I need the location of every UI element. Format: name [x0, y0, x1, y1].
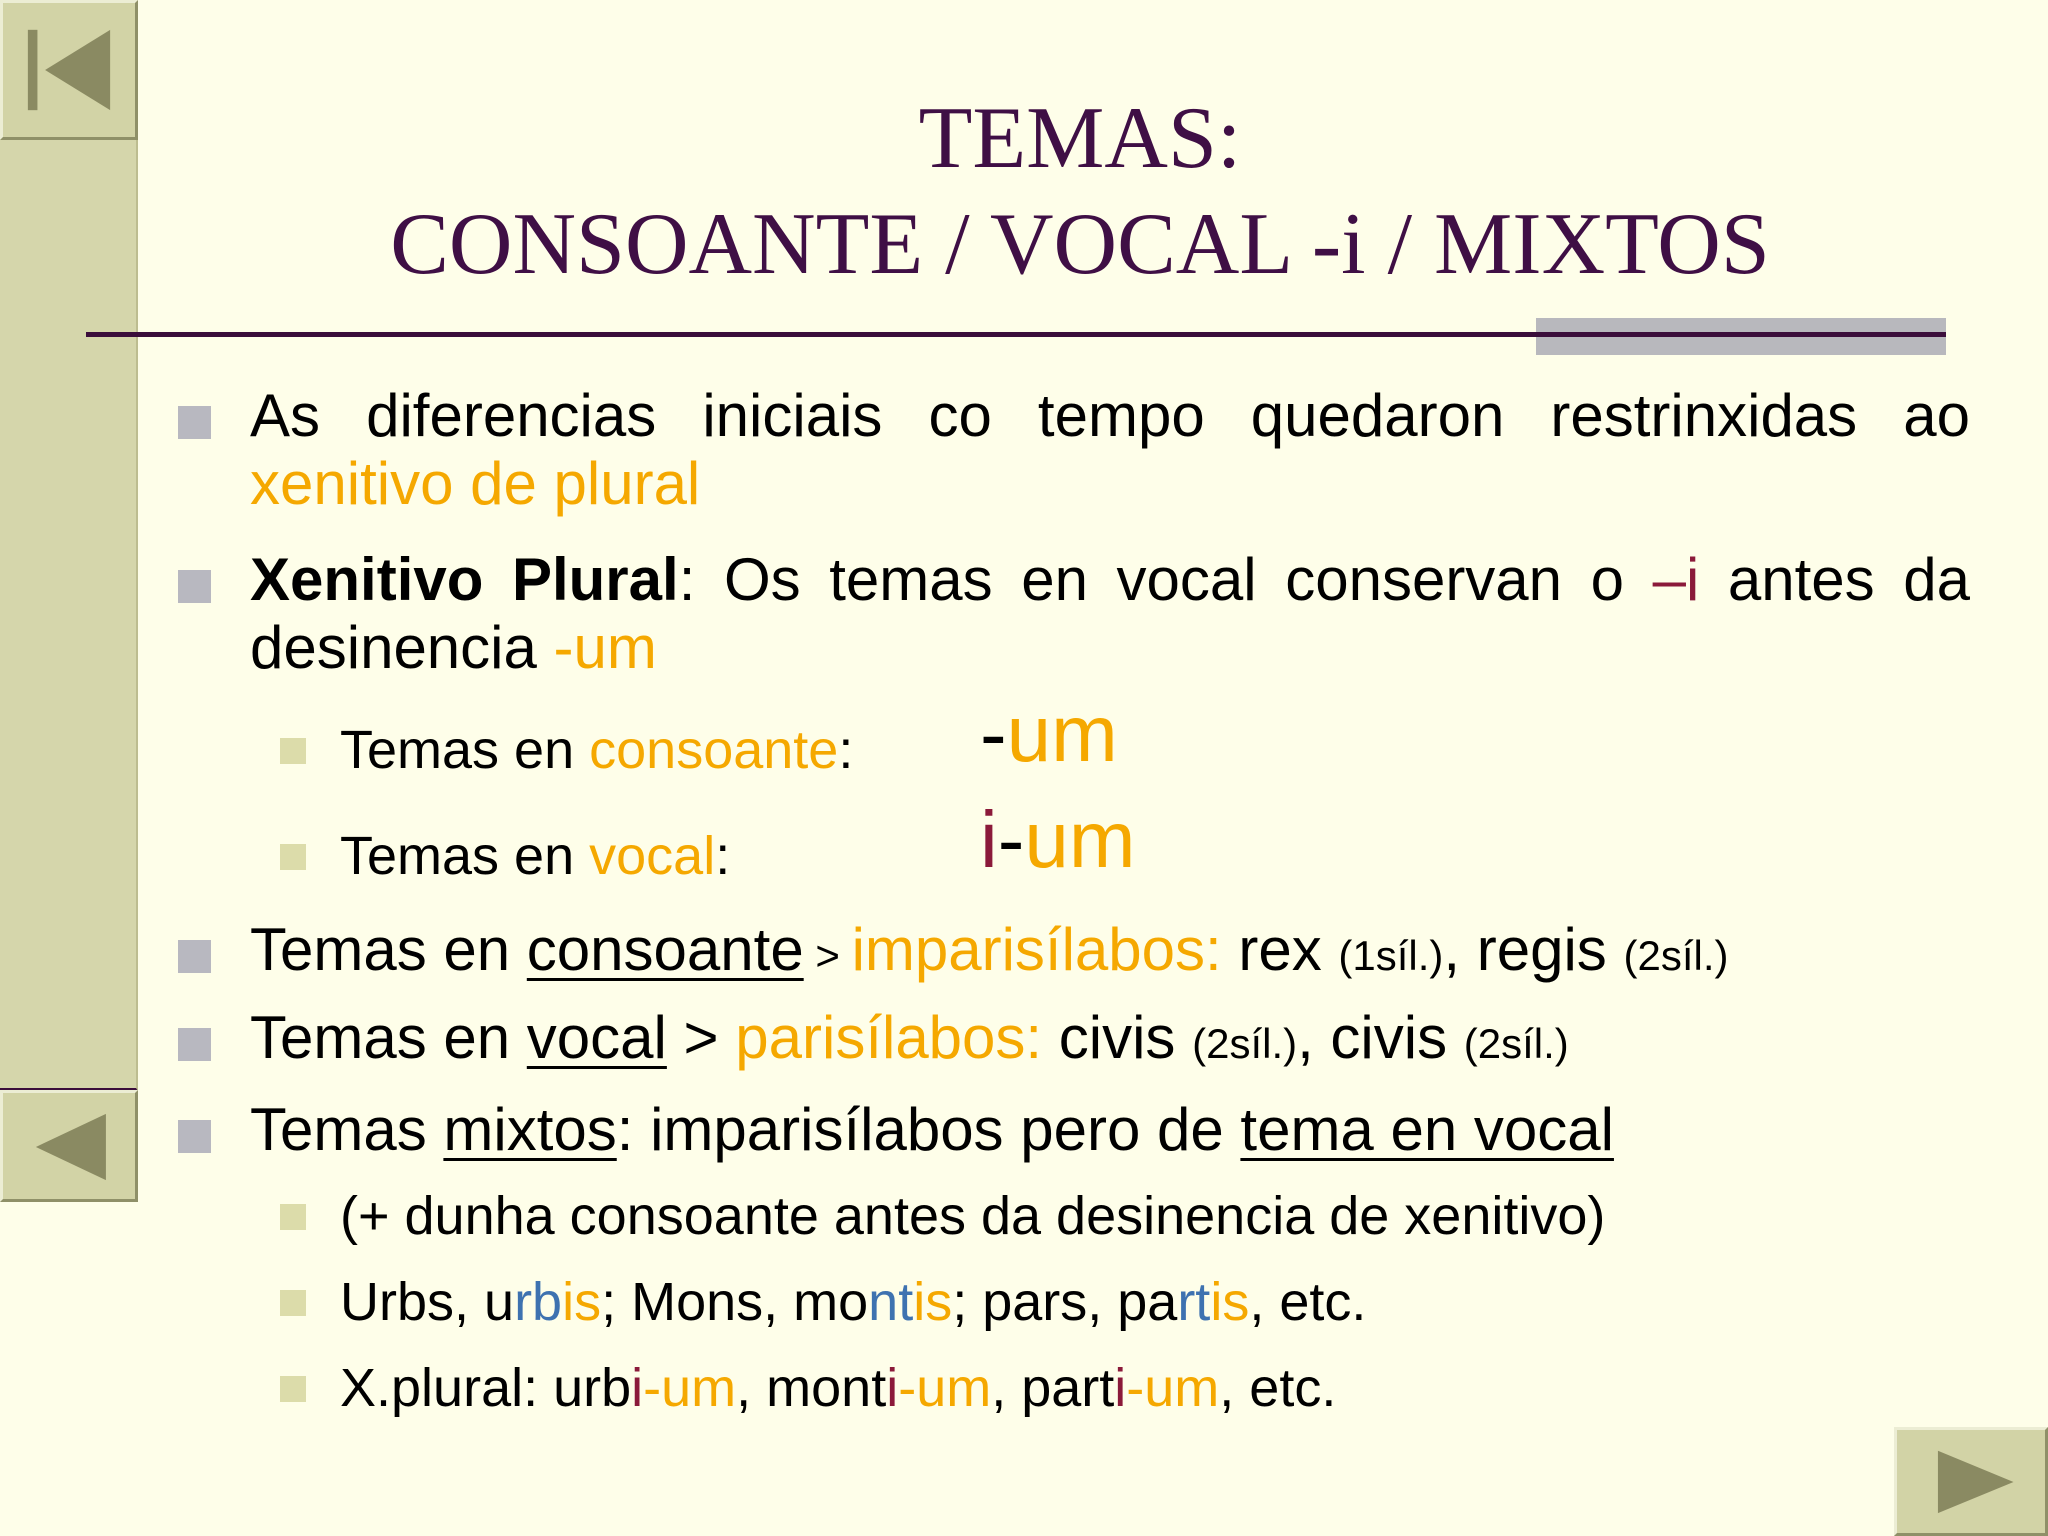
- sub-bullet-square: [280, 738, 306, 764]
- highlight-um: -um: [553, 614, 657, 681]
- bullet-text: antes da desinencia: [250, 546, 1970, 681]
- stem-vowel-i: i: [886, 1358, 899, 1418]
- example-civis: civis: [1042, 1004, 1193, 1071]
- next-slide-button[interactable]: [1894, 1427, 2048, 1536]
- highlight-imparisyllabic: imparisílabos:: [851, 916, 1222, 983]
- sub-bullet-square: [280, 1290, 306, 1316]
- stem-consonants: rt: [1177, 1272, 1211, 1332]
- example-text: , etc.: [1249, 1272, 1367, 1332]
- stem-vowel-i: i: [1114, 1358, 1127, 1418]
- sub-bullet-square: [280, 1204, 306, 1230]
- example-text: Urbs, u: [340, 1272, 515, 1332]
- gt-sign: >: [666, 1004, 736, 1071]
- example-text: X.plural: urb: [340, 1358, 632, 1418]
- example-text: ; Mons, mo: [601, 1272, 869, 1332]
- ending-um: um: [1006, 689, 1118, 778]
- underlined-vocal: vocal: [526, 1004, 667, 1071]
- bullet-consonant-imparisyllabic: [250, 916, 1970, 990]
- bold-term: Xenitivo Plural: [250, 546, 679, 613]
- highlight-i: –i: [1652, 546, 1700, 613]
- title-line-2: CONSOANTE / VOCAL -i / MIXTOS: [390, 196, 1770, 293]
- ending-dash: -: [980, 689, 1007, 778]
- bullet-square: [178, 570, 211, 603]
- sub-text: :: [715, 826, 731, 886]
- highlight-genitive-plural: xenitivo de plural: [250, 450, 701, 517]
- ending-um: -um: [898, 1358, 992, 1418]
- sub-text: Temas en: [340, 720, 590, 780]
- example-civis: , civis: [1297, 1004, 1464, 1071]
- next-slide-icon: [1897, 1430, 2045, 1533]
- ending-um: -um: [1126, 1358, 1220, 1418]
- ending-vowel: [980, 795, 1136, 884]
- syllable-note: (2síl.): [1623, 932, 1729, 979]
- example-regis: , regis: [1443, 916, 1624, 983]
- title-rule-accent-line: [1536, 332, 1946, 337]
- sub-examples: [340, 1270, 1940, 1334]
- underlined-consonant: consoante: [526, 916, 804, 983]
- genitive-ending: is: [1210, 1272, 1250, 1332]
- example-text: , mont: [736, 1358, 887, 1418]
- example-text: , part: [991, 1358, 1115, 1418]
- previous-slide-button[interactable]: [0, 1090, 138, 1202]
- stem-consonants: rb: [514, 1272, 563, 1332]
- highlight-consonant: consoante: [589, 720, 839, 780]
- sub-plural-examples: [340, 1356, 1940, 1420]
- bullet-square: [178, 406, 211, 439]
- bullet-square: [178, 1120, 211, 1153]
- stem-vowel-i: i: [631, 1358, 644, 1418]
- sub-text: (+ dunha consoante antes da desinencia de xenitivo): [340, 1186, 1606, 1246]
- bullet-text: Temas en: [250, 916, 527, 983]
- sub-bullet-square: [280, 1376, 306, 1402]
- ending-dash: -: [997, 795, 1025, 884]
- bullet-initial-differences: [250, 382, 1970, 518]
- bullet-square: [178, 940, 211, 973]
- example-rex: rex: [1221, 916, 1339, 983]
- ending-consonant: [980, 689, 1118, 778]
- bullet-text: Temas: [250, 1096, 444, 1163]
- bullet-text: Temas en: [250, 1004, 527, 1071]
- ending-i: i: [980, 795, 998, 884]
- slide-title: [200, 86, 1960, 298]
- bullet-vowel-parisyllabic: [250, 1004, 1970, 1078]
- sub-vowel-stems: [340, 795, 1940, 888]
- highlight-vocal: vocal: [589, 826, 716, 886]
- underlined-mixtos: mixtos: [443, 1096, 617, 1163]
- title-line-1: TEMAS:: [918, 90, 1242, 187]
- previous-slide-icon: [3, 1093, 135, 1199]
- example-text: ; pars, pa: [952, 1272, 1178, 1332]
- genitive-ending: is: [913, 1272, 953, 1332]
- first-slide-icon: [3, 3, 135, 137]
- sub-bullet-square: [280, 844, 306, 870]
- bullet-text: As diferencias iniciais co tempo quedaron restrinxidas ao: [250, 382, 1970, 449]
- sub-text: :: [838, 720, 854, 780]
- bullet-text: : Os temas en vocal conservan o: [678, 546, 1653, 613]
- ending-um: um: [1024, 795, 1136, 884]
- example-text: , etc.: [1219, 1358, 1337, 1418]
- bullet-mixed-stems: [250, 1096, 1970, 1164]
- underlined-vowel-stem: tema en vocal: [1240, 1096, 1614, 1163]
- highlight-parisyllabic: parisílabos:: [735, 1004, 1043, 1071]
- first-slide-button[interactable]: [0, 0, 138, 140]
- bullet-genitive-plural: [250, 546, 1970, 682]
- gt-sign: >: [803, 932, 852, 979]
- sub-consonant-note: [340, 1184, 1940, 1248]
- sub-consonant-stems: [340, 689, 1940, 782]
- bullet-square: [178, 1028, 211, 1061]
- bullet-text: : imparisílabos pero de: [616, 1096, 1241, 1163]
- stem-consonants: nt: [868, 1272, 914, 1332]
- ending-um: -um: [643, 1358, 737, 1418]
- syllable-note: (2síl.): [1192, 1020, 1298, 1067]
- syllable-note: (2síl.): [1463, 1020, 1569, 1067]
- genitive-ending: is: [562, 1272, 602, 1332]
- syllable-note: (1síl.): [1338, 932, 1444, 979]
- sub-text: Temas en: [340, 826, 590, 886]
- left-sidebar: [0, 0, 138, 1091]
